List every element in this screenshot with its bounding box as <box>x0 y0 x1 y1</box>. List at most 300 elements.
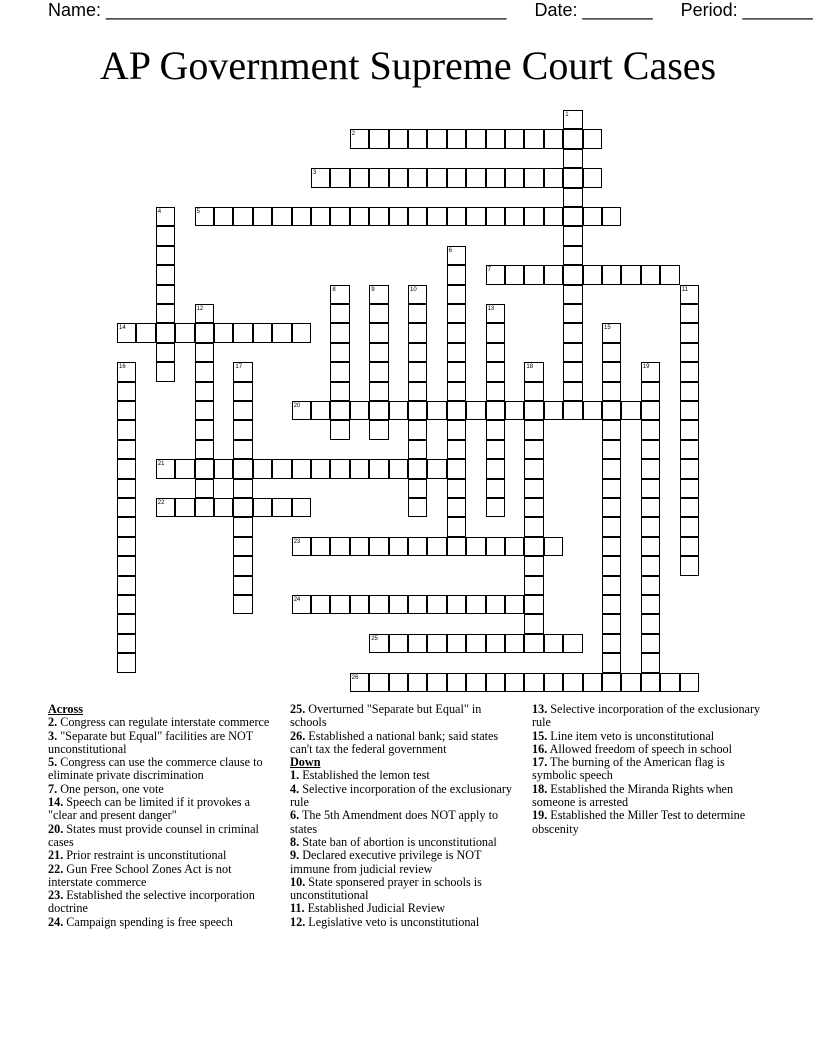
grid-cell[interactable] <box>641 479 660 498</box>
grid-cell[interactable] <box>447 285 466 304</box>
grid-cell[interactable] <box>214 207 233 226</box>
grid-cell[interactable] <box>447 362 466 381</box>
grid-cell[interactable] <box>524 595 543 614</box>
grid-cell[interactable] <box>350 401 369 420</box>
grid-cell[interactable] <box>156 285 175 304</box>
grid-cell[interactable] <box>369 382 388 401</box>
grid-cell[interactable] <box>408 323 427 342</box>
grid-cell[interactable] <box>641 634 660 653</box>
grid-cell[interactable] <box>524 498 543 517</box>
grid-cell[interactable] <box>583 129 602 148</box>
grid-cell[interactable] <box>447 304 466 323</box>
grid-cell[interactable] <box>447 382 466 401</box>
grid-cell[interactable] <box>195 479 214 498</box>
grid-cell[interactable] <box>369 420 388 439</box>
grid-cell[interactable] <box>447 129 466 148</box>
grid-cell[interactable] <box>641 382 660 401</box>
grid-cell[interactable] <box>447 207 466 226</box>
grid-cell[interactable] <box>195 440 214 459</box>
grid-cell[interactable] <box>486 168 505 187</box>
grid-cell[interactable] <box>563 188 582 207</box>
grid-cell[interactable] <box>505 595 524 614</box>
grid-cell[interactable] <box>486 459 505 478</box>
grid-cell[interactable] <box>350 595 369 614</box>
grid-cell[interactable] <box>447 479 466 498</box>
grid-cell[interactable] <box>544 265 563 284</box>
grid-cell[interactable] <box>117 556 136 575</box>
grid-cell[interactable] <box>563 246 582 265</box>
grid-cell[interactable] <box>117 401 136 420</box>
grid-cell[interactable] <box>680 440 699 459</box>
grid-cell[interactable] <box>369 537 388 556</box>
grid-cell[interactable] <box>408 420 427 439</box>
grid-cell[interactable] <box>156 226 175 245</box>
grid-cell[interactable] <box>292 207 311 226</box>
grid-cell[interactable] <box>524 401 543 420</box>
grid-cell[interactable] <box>175 498 194 517</box>
grid-cell[interactable] <box>272 459 291 478</box>
grid-cell[interactable] <box>233 207 252 226</box>
grid-cell[interactable] <box>389 401 408 420</box>
grid-cell[interactable] <box>466 595 485 614</box>
grid-cell[interactable] <box>466 207 485 226</box>
grid-cell[interactable] <box>680 420 699 439</box>
name-field-label[interactable]: Name: ________________________________________ <box>48 0 507 20</box>
grid-cell[interactable] <box>680 556 699 575</box>
grid-cell[interactable] <box>408 207 427 226</box>
grid-cell[interactable] <box>524 537 543 556</box>
grid-cell[interactable] <box>369 673 388 692</box>
grid-cell[interactable] <box>524 576 543 595</box>
grid-cell[interactable] <box>544 168 563 187</box>
grid-cell[interactable] <box>602 595 621 614</box>
grid-cell[interactable] <box>641 576 660 595</box>
grid-cell[interactable] <box>680 537 699 556</box>
grid-cell[interactable] <box>427 673 446 692</box>
grid-cell[interactable] <box>563 634 582 653</box>
grid-cell[interactable] <box>117 420 136 439</box>
grid-cell[interactable] <box>544 634 563 653</box>
grid-cell[interactable] <box>466 401 485 420</box>
grid-cell[interactable] <box>505 634 524 653</box>
grid-cell[interactable] <box>602 576 621 595</box>
grid-cell[interactable] <box>311 595 330 614</box>
grid-cell[interactable] <box>563 285 582 304</box>
grid-cell[interactable] <box>369 595 388 614</box>
grid-cell[interactable] <box>563 226 582 245</box>
grid-cell[interactable] <box>466 129 485 148</box>
grid-cell[interactable] <box>583 265 602 284</box>
grid-cell[interactable] <box>195 420 214 439</box>
grid-cell[interactable] <box>602 265 621 284</box>
grid-cell[interactable] <box>680 401 699 420</box>
grid-cell[interactable] <box>195 401 214 420</box>
grid-cell[interactable] <box>641 401 660 420</box>
grid-cell[interactable] <box>156 362 175 381</box>
grid-cell[interactable] <box>563 382 582 401</box>
grid-cell[interactable] <box>680 498 699 517</box>
grid-cell[interactable] <box>330 382 349 401</box>
grid-cell[interactable] <box>350 537 369 556</box>
grid-cell[interactable] <box>505 168 524 187</box>
grid-cell[interactable] <box>641 459 660 478</box>
grid-cell[interactable] <box>195 459 214 478</box>
grid-cell[interactable] <box>427 129 446 148</box>
grid-cell[interactable] <box>253 323 272 342</box>
grid-cell[interactable] <box>486 382 505 401</box>
grid-cell[interactable] <box>486 401 505 420</box>
grid-cell[interactable] <box>524 479 543 498</box>
grid-cell[interactable] <box>641 595 660 614</box>
grid-cell[interactable] <box>427 537 446 556</box>
grid-cell[interactable] <box>408 304 427 323</box>
grid-cell[interactable] <box>447 265 466 284</box>
grid-cell[interactable] <box>350 459 369 478</box>
grid-cell[interactable] <box>680 517 699 536</box>
grid-cell[interactable] <box>156 304 175 323</box>
grid-cell[interactable] <box>408 479 427 498</box>
grid-cell[interactable] <box>602 634 621 653</box>
grid-cell[interactable] <box>602 537 621 556</box>
period-field-label[interactable]: Period: _______ <box>680 0 813 20</box>
grid-cell[interactable] <box>408 362 427 381</box>
grid-cell[interactable] <box>602 479 621 498</box>
grid-cell[interactable] <box>447 537 466 556</box>
grid-cell[interactable] <box>408 129 427 148</box>
grid-cell[interactable] <box>602 362 621 381</box>
grid-cell[interactable] <box>389 634 408 653</box>
grid-cell[interactable] <box>272 498 291 517</box>
grid-cell[interactable] <box>447 498 466 517</box>
grid-cell[interactable] <box>524 614 543 633</box>
grid-cell[interactable] <box>524 673 543 692</box>
grid-cell[interactable] <box>117 614 136 633</box>
grid-cell[interactable] <box>563 149 582 168</box>
grid-cell[interactable] <box>505 673 524 692</box>
grid-cell[interactable] <box>214 323 233 342</box>
grid-cell[interactable] <box>524 382 543 401</box>
grid-cell[interactable] <box>408 498 427 517</box>
grid-cell[interactable] <box>253 459 272 478</box>
grid-cell[interactable] <box>486 673 505 692</box>
grid-cell[interactable] <box>330 537 349 556</box>
grid-cell[interactable] <box>505 207 524 226</box>
grid-cell[interactable] <box>466 634 485 653</box>
grid-cell[interactable] <box>486 362 505 381</box>
date-field-label[interactable]: Date: _______ <box>534 0 653 20</box>
grid-cell[interactable] <box>427 168 446 187</box>
grid-cell[interactable] <box>311 459 330 478</box>
grid-cell[interactable] <box>524 265 543 284</box>
grid-cell[interactable] <box>621 401 640 420</box>
grid-cell[interactable] <box>602 673 621 692</box>
grid-cell[interactable] <box>680 459 699 478</box>
grid-cell[interactable] <box>389 129 408 148</box>
grid-cell[interactable] <box>447 401 466 420</box>
grid-cell[interactable] <box>427 207 446 226</box>
grid-cell[interactable] <box>486 343 505 362</box>
grid-cell[interactable] <box>680 343 699 362</box>
grid-cell[interactable] <box>233 556 252 575</box>
grid-cell[interactable] <box>524 517 543 536</box>
grid-cell[interactable] <box>156 323 175 342</box>
grid-cell[interactable] <box>602 614 621 633</box>
grid-cell[interactable] <box>641 556 660 575</box>
grid-cell[interactable] <box>602 556 621 575</box>
grid-cell[interactable] <box>641 420 660 439</box>
grid-cell[interactable] <box>660 265 679 284</box>
grid-cell[interactable] <box>117 653 136 672</box>
grid-cell[interactable] <box>447 440 466 459</box>
grid-cell[interactable] <box>117 459 136 478</box>
grid-cell[interactable] <box>641 440 660 459</box>
grid-cell[interactable] <box>486 420 505 439</box>
grid-cell[interactable] <box>427 634 446 653</box>
grid-cell[interactable] <box>272 207 291 226</box>
grid-cell[interactable] <box>330 343 349 362</box>
grid-cell[interactable] <box>427 595 446 614</box>
grid-cell[interactable] <box>447 323 466 342</box>
grid-cell[interactable] <box>117 517 136 536</box>
grid-cell[interactable] <box>175 323 194 342</box>
grid-cell[interactable] <box>233 420 252 439</box>
grid-cell[interactable] <box>330 168 349 187</box>
grid-cell[interactable] <box>117 576 136 595</box>
grid-cell[interactable] <box>369 362 388 381</box>
grid-cell[interactable] <box>621 673 640 692</box>
grid-cell[interactable] <box>602 517 621 536</box>
grid-cell[interactable] <box>136 323 155 342</box>
grid-cell[interactable] <box>602 382 621 401</box>
grid-cell[interactable] <box>563 362 582 381</box>
grid-cell[interactable] <box>680 304 699 323</box>
grid-cell[interactable] <box>427 401 446 420</box>
grid-cell[interactable] <box>369 168 388 187</box>
grid-cell[interactable] <box>156 246 175 265</box>
grid-cell[interactable] <box>408 673 427 692</box>
grid-cell[interactable] <box>330 207 349 226</box>
grid-cell[interactable] <box>641 517 660 536</box>
grid-cell[interactable] <box>233 382 252 401</box>
grid-cell[interactable] <box>563 343 582 362</box>
grid-cell[interactable] <box>641 673 660 692</box>
grid-cell[interactable] <box>233 498 252 517</box>
grid-cell[interactable] <box>369 459 388 478</box>
grid-cell[interactable] <box>292 323 311 342</box>
grid-cell[interactable] <box>602 207 621 226</box>
grid-cell[interactable] <box>524 556 543 575</box>
grid-cell[interactable] <box>544 207 563 226</box>
grid-cell[interactable] <box>369 129 388 148</box>
grid-cell[interactable] <box>350 168 369 187</box>
grid-cell[interactable] <box>292 459 311 478</box>
grid-cell[interactable] <box>369 343 388 362</box>
grid-cell[interactable] <box>233 459 252 478</box>
grid-cell[interactable] <box>292 498 311 517</box>
grid-cell[interactable] <box>117 479 136 498</box>
grid-cell[interactable] <box>447 634 466 653</box>
grid-cell[interactable] <box>486 634 505 653</box>
grid-cell[interactable] <box>408 459 427 478</box>
grid-cell[interactable] <box>563 673 582 692</box>
grid-cell[interactable] <box>486 595 505 614</box>
grid-cell[interactable] <box>680 323 699 342</box>
grid-cell[interactable] <box>408 440 427 459</box>
grid-cell[interactable] <box>486 129 505 148</box>
grid-cell[interactable] <box>602 420 621 439</box>
grid-cell[interactable] <box>602 343 621 362</box>
grid-cell[interactable] <box>505 537 524 556</box>
grid-cell[interactable] <box>117 440 136 459</box>
grid-cell[interactable] <box>408 537 427 556</box>
grid-cell[interactable] <box>447 459 466 478</box>
grid-cell[interactable] <box>369 207 388 226</box>
grid-cell[interactable] <box>602 440 621 459</box>
grid-cell[interactable] <box>602 498 621 517</box>
grid-cell[interactable] <box>233 440 252 459</box>
grid-cell[interactable] <box>583 401 602 420</box>
grid-cell[interactable] <box>408 343 427 362</box>
grid-cell[interactable] <box>486 440 505 459</box>
grid-cell[interactable] <box>195 323 214 342</box>
grid-cell[interactable] <box>563 207 582 226</box>
grid-cell[interactable] <box>117 595 136 614</box>
grid-cell[interactable] <box>466 673 485 692</box>
grid-cell[interactable] <box>641 537 660 556</box>
grid-cell[interactable] <box>505 129 524 148</box>
grid-cell[interactable] <box>369 304 388 323</box>
grid-cell[interactable] <box>117 537 136 556</box>
grid-cell[interactable] <box>447 420 466 439</box>
grid-cell[interactable] <box>408 168 427 187</box>
grid-cell[interactable] <box>524 459 543 478</box>
grid-cell[interactable] <box>583 673 602 692</box>
grid-cell[interactable] <box>544 537 563 556</box>
grid-cell[interactable] <box>524 168 543 187</box>
grid-cell[interactable] <box>524 129 543 148</box>
grid-cell[interactable] <box>524 207 543 226</box>
grid-cell[interactable] <box>427 459 446 478</box>
grid-cell[interactable] <box>680 382 699 401</box>
grid-cell[interactable] <box>447 673 466 692</box>
grid-cell[interactable] <box>680 362 699 381</box>
grid-cell[interactable] <box>486 498 505 517</box>
grid-cell[interactable] <box>447 168 466 187</box>
grid-cell[interactable] <box>311 537 330 556</box>
grid-cell[interactable] <box>544 129 563 148</box>
grid-cell[interactable] <box>486 323 505 342</box>
grid-cell[interactable] <box>389 537 408 556</box>
grid-cell[interactable] <box>524 634 543 653</box>
grid-cell[interactable] <box>272 323 291 342</box>
grid-cell[interactable] <box>389 207 408 226</box>
grid-cell[interactable] <box>486 479 505 498</box>
grid-cell[interactable] <box>680 673 699 692</box>
grid-cell[interactable] <box>583 207 602 226</box>
grid-cell[interactable] <box>156 343 175 362</box>
grid-cell[interactable] <box>195 498 214 517</box>
grid-cell[interactable] <box>214 459 233 478</box>
grid-cell[interactable] <box>505 265 524 284</box>
grid-cell[interactable] <box>680 479 699 498</box>
grid-cell[interactable] <box>505 401 524 420</box>
grid-cell[interactable] <box>330 595 349 614</box>
grid-cell[interactable] <box>660 673 679 692</box>
grid-cell[interactable] <box>641 265 660 284</box>
grid-cell[interactable] <box>563 323 582 342</box>
grid-cell[interactable] <box>233 479 252 498</box>
grid-cell[interactable] <box>486 537 505 556</box>
grid-cell[interactable] <box>621 265 640 284</box>
grid-cell[interactable] <box>214 498 233 517</box>
grid-cell[interactable] <box>233 537 252 556</box>
grid-cell[interactable] <box>563 304 582 323</box>
grid-cell[interactable] <box>350 207 369 226</box>
grid-cell[interactable] <box>330 420 349 439</box>
grid-cell[interactable] <box>330 362 349 381</box>
grid-cell[interactable] <box>330 401 349 420</box>
grid-cell[interactable] <box>563 129 582 148</box>
grid-cell[interactable] <box>602 401 621 420</box>
grid-cell[interactable] <box>253 207 272 226</box>
grid-cell[interactable] <box>602 459 621 478</box>
grid-cell[interactable] <box>233 517 252 536</box>
grid-cell[interactable] <box>466 537 485 556</box>
grid-cell[interactable] <box>447 517 466 536</box>
grid-cell[interactable] <box>233 576 252 595</box>
grid-cell[interactable] <box>447 343 466 362</box>
grid-cell[interactable] <box>641 653 660 672</box>
grid-cell[interactable] <box>389 673 408 692</box>
grid-cell[interactable] <box>117 634 136 653</box>
grid-cell[interactable] <box>195 362 214 381</box>
grid-cell[interactable] <box>330 304 349 323</box>
grid-cell[interactable] <box>117 498 136 517</box>
grid-cell[interactable] <box>408 382 427 401</box>
grid-cell[interactable] <box>389 595 408 614</box>
grid-cell[interactable] <box>195 343 214 362</box>
grid-cell[interactable] <box>447 595 466 614</box>
grid-cell[interactable] <box>175 459 194 478</box>
grid-cell[interactable] <box>195 382 214 401</box>
grid-cell[interactable] <box>602 653 621 672</box>
grid-cell[interactable] <box>389 459 408 478</box>
grid-cell[interactable] <box>544 401 563 420</box>
grid-cell[interactable] <box>524 440 543 459</box>
grid-cell[interactable] <box>563 168 582 187</box>
grid-cell[interactable] <box>369 323 388 342</box>
grid-cell[interactable] <box>641 498 660 517</box>
grid-cell[interactable] <box>524 420 543 439</box>
grid-cell[interactable] <box>233 323 252 342</box>
grid-cell[interactable] <box>583 168 602 187</box>
grid-cell[interactable] <box>563 401 582 420</box>
grid-cell[interactable] <box>330 323 349 342</box>
grid-cell[interactable] <box>466 168 485 187</box>
grid-cell[interactable] <box>408 401 427 420</box>
grid-cell[interactable] <box>544 673 563 692</box>
grid-cell[interactable] <box>641 614 660 633</box>
grid-cell[interactable] <box>253 498 272 517</box>
grid-cell[interactable] <box>408 634 427 653</box>
grid-cell[interactable] <box>233 401 252 420</box>
grid-cell[interactable] <box>486 207 505 226</box>
grid-cell[interactable] <box>389 168 408 187</box>
grid-cell[interactable] <box>330 459 349 478</box>
grid-cell[interactable] <box>369 401 388 420</box>
grid-cell[interactable] <box>563 265 582 284</box>
grid-cell[interactable] <box>408 595 427 614</box>
